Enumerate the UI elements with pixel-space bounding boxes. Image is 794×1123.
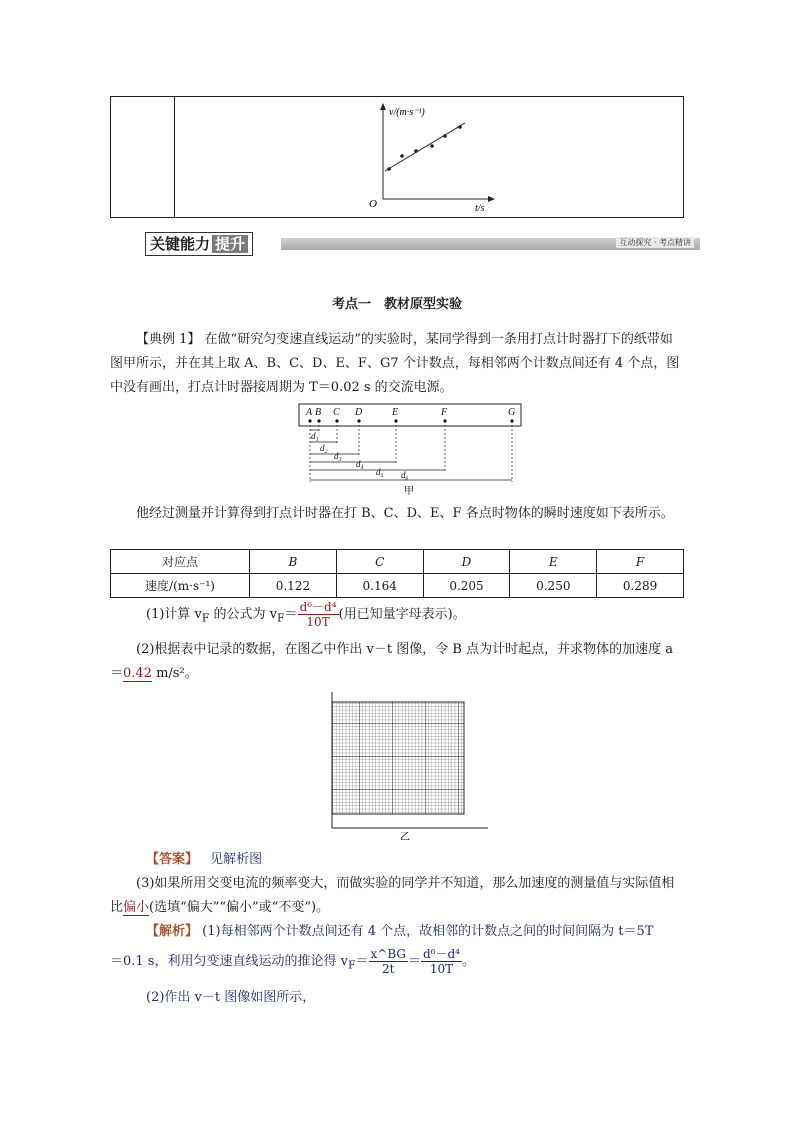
analysis-fraction-1 xyxy=(369,947,408,976)
q2-unit: m/s²。 xyxy=(151,666,198,681)
q1-sub: F xyxy=(201,611,210,625)
q2-answer: 0.42 xyxy=(123,666,152,681)
table-header-cell: E xyxy=(510,550,597,574)
grid-figure xyxy=(326,690,496,840)
analysis-tag: 【解析】 xyxy=(146,924,199,939)
distance-label-d6: d₆ xyxy=(401,470,409,480)
question-3 xyxy=(110,872,684,920)
q1-prefix: (1)计算 v xyxy=(146,607,202,622)
table-row-label: 速度/(m·s⁻¹) xyxy=(111,574,250,598)
table-header-cell: 对应点 xyxy=(111,550,250,574)
fraction-1-denominator: 2t xyxy=(381,962,395,976)
table-cell: 0.250 xyxy=(510,574,597,598)
q1-mid: 的公式为 v xyxy=(209,607,278,622)
graph-paper xyxy=(332,702,464,814)
tape-figure xyxy=(296,402,526,496)
q2-text: (2)根据表中记录的数据，在图乙中作出 v－t 图像，令 B 点为计时起点，并求物体的加速度 a＝ xyxy=(110,642,673,681)
table-cell: 0.289 xyxy=(597,574,684,598)
distance-label-d1: d₁ xyxy=(311,431,319,441)
banner-subtitle: 互动探究 · 考点精讲 xyxy=(616,237,694,248)
point-label-C: C xyxy=(333,407,340,418)
grid-caption: 乙 xyxy=(400,832,410,840)
measure-paragraph: 他经过测量并计算得到打点计时器在打 B、C、D、E、F 各点时物体的瞬时速度如下表所示。 xyxy=(136,506,674,521)
fit-line xyxy=(385,123,465,171)
point-label-B: B xyxy=(315,407,322,418)
section-banner xyxy=(145,232,700,256)
top-table-box xyxy=(110,96,684,218)
example-tag: 【典例 1】 xyxy=(136,332,201,347)
fraction-1-numerator: x^BG xyxy=(370,947,406,961)
q3-answer: 偏小 xyxy=(123,900,150,915)
q1-denominator: 10T xyxy=(306,615,330,629)
analysis-eq2: ＝ xyxy=(407,954,421,969)
fraction-2-denominator: 10T xyxy=(429,962,454,976)
point-label-G: G xyxy=(508,407,516,418)
section-title: 考点一 教材原型实验 xyxy=(331,297,462,312)
fraction-2-numerator: d⁶－d⁴ xyxy=(422,947,460,961)
q1-numerator: d⁶－d⁴ xyxy=(299,600,337,614)
answer-text: 见解析图 xyxy=(210,852,263,867)
analysis-eq: ＝ xyxy=(355,954,369,969)
q1-eq: ＝ xyxy=(284,607,298,622)
q1-sub2: F xyxy=(277,611,285,625)
example-paragraph xyxy=(110,328,684,400)
table-row xyxy=(111,574,684,598)
distance-label-d4: d₄ xyxy=(356,459,364,469)
data-point xyxy=(414,149,418,153)
point-label-F: F xyxy=(441,407,448,418)
table-header-cell: C xyxy=(336,550,423,574)
table-header-cell: F xyxy=(597,550,684,574)
data-point xyxy=(400,154,404,158)
table-header-cell: D xyxy=(423,550,510,574)
x-axis-arrow xyxy=(488,196,495,202)
point-label-A: A xyxy=(306,407,313,418)
answer-tag: 【答案】 xyxy=(146,852,199,867)
q3-text: (3)如果所用交变电流的频率变大，而做实验的同学并不知道，那么加速度的测量值与实际值相比 xyxy=(110,876,675,915)
answer-line xyxy=(146,848,686,872)
distance-label-d3: d₃ xyxy=(334,451,342,461)
table-cell: 0.205 xyxy=(423,574,510,598)
banner-title-main: 关键能力 xyxy=(150,235,211,253)
data-point xyxy=(387,167,391,171)
analysis-text-1: (1)每相邻两个计数点间还有 4 个点，故相邻的计数点之间的时间间隔为 t＝5T xyxy=(202,924,654,939)
table-row xyxy=(111,550,684,574)
question-2 xyxy=(110,638,684,686)
distance-label-d2: d₂ xyxy=(320,443,328,453)
data-point xyxy=(430,144,434,148)
banner-title xyxy=(145,232,253,256)
analysis-line-2 xyxy=(110,944,686,984)
data-point xyxy=(458,125,462,129)
table-cell: 0.164 xyxy=(336,574,423,598)
y-axis-label: v/(m·s⁻¹) xyxy=(389,107,425,118)
table-cell: 0.122 xyxy=(250,574,337,598)
origin-label: O xyxy=(369,198,377,210)
q3-suffix: (选填“偏大”“偏小”或“不变”)。 xyxy=(149,900,330,915)
analysis-sub: F xyxy=(347,958,356,972)
banner-title-highlight: 提升 xyxy=(212,235,248,253)
question-1 xyxy=(146,600,686,631)
y-axis-arrow xyxy=(380,103,386,110)
distance-label-d5: d₅ xyxy=(376,467,384,477)
analysis-fraction-2 xyxy=(421,947,462,976)
table-divider xyxy=(174,97,175,217)
analysis-line-3: (2)作出 v－t 图像如图所示， xyxy=(146,990,316,1005)
top-vt-graph xyxy=(361,101,501,215)
q1-suffix: (用已知量字母表示)。 xyxy=(338,607,466,622)
analysis-text-2: ＝0.1 s，利用匀变速直线运动的推论得 v xyxy=(110,954,348,969)
tape-caption: 甲 xyxy=(404,486,414,496)
analysis-line-1 xyxy=(146,920,686,944)
speed-table xyxy=(110,549,684,598)
data-point xyxy=(443,134,447,138)
q1-answer-fraction xyxy=(298,600,339,629)
analysis-end: 。 xyxy=(461,954,475,969)
x-axis-label: t/s xyxy=(475,203,485,214)
table-header-cell: B xyxy=(250,550,337,574)
point-label-E: E xyxy=(392,407,399,418)
point-label-D: D xyxy=(355,407,363,418)
example-text: 在做“研究匀变速直线运动”的实验时，某同学得到一条用打点计时器打下的纸带如图甲所示，并在其上取 A、B、C、D、E、F、G7 个计数点，每相邻两个计数点间还有 4 个点，图中没有画出，打点计时器接周期为 T＝0.02 s 的交流电源。 xyxy=(110,332,680,395)
